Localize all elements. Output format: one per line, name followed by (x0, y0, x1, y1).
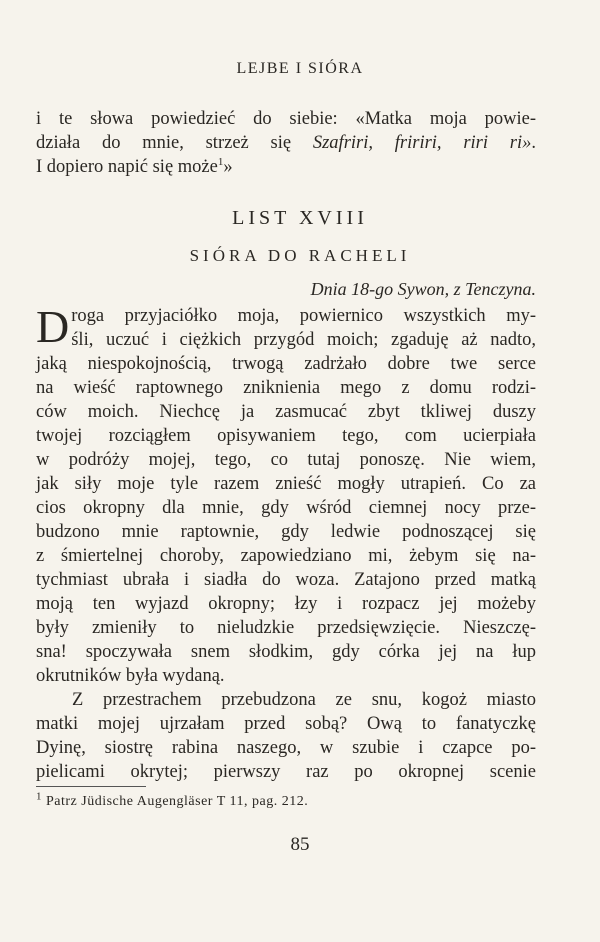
para1-line-4: twojej rozciągłem opisywaniem tego, com ucierpiała (36, 426, 536, 446)
dateline: Dnia 18-go Sywon, z Tenczyna. (310, 279, 536, 299)
para1-line-9: z śmiertelnej choroby, zapowiedziano mi, żebym się na- (36, 546, 536, 566)
para1-line-14: okrutników była wydaną. (36, 666, 225, 686)
drop-cap: D (36, 301, 70, 352)
running-head: LEJBE I SIÓRA (236, 60, 364, 77)
para1-line-8: budzono mnie raptownie, gdy ledwie podnoszącej się (36, 522, 536, 542)
page-number: 85 (290, 834, 310, 855)
para1-line-3: ców moich. Niechcę ja zasmucać zbyt tkliwej duszy (36, 402, 536, 422)
intro-line-3: I dopiero napić się może$^1$» (36, 155, 233, 177)
intro-line-1: i te słowa powiedzieć do siebie: «Matka moja powie- (36, 109, 536, 129)
para2-line-1: Z przestrachem przebudzona ze snu, kogoż miasto (72, 690, 536, 710)
letter-body (36, 301, 536, 784)
intro-line-2: działa do mnie, strzeż się Szafriri, fririri, riri ri». (36, 133, 537, 153)
para1-line-1: roga przyjaciółko moja, powiernico wszystkich my- (71, 306, 536, 326)
para1-line-12: były zmieniły to nieludzkie przedsięwzięcie. Nieszczę- (36, 618, 536, 638)
para1-line-1: jaką niespokojnością, trwogą zadrżało dobre twe serce (36, 354, 536, 374)
footnote-marker: 1 (36, 790, 42, 803)
para1-line-2: na wieść raptownego zniknienia mego z domu rodzi- (36, 378, 536, 398)
para1-line-2: śli, uczuć i ciężkich przygód moich; zgaduję aż nadto, (71, 330, 536, 350)
footnote-reference: 1 (217, 155, 224, 168)
footnote (36, 790, 536, 810)
chapter-subtitle: SIÓRA DO RACHELI (189, 246, 411, 265)
paragraph-2 (36, 688, 536, 784)
para2-line-2: matki mojej ujrzałam przed sobą? Ową to fanatyczkę (36, 714, 536, 734)
para2-line-3: Dyinę, siostrę rabina naszego, w szubie i czapce po- (36, 738, 536, 758)
footnote-rule (36, 786, 146, 787)
intro-italic-phrase: Szafriri, fririri, riri ri» (312, 133, 532, 153)
para1-line-10: tychmiast ubrała i siadła do woza. Zatajono przed matką (36, 570, 536, 590)
para1-line-5: w podróży mojej, tego, co tutaj ponoszę. Nie wiem, (36, 450, 536, 470)
para2-line-4: pielicami okrytej; pierwszy raz po okropnej scenie (36, 762, 536, 782)
para1-line-11: moją ten wyjazd okropny; łzy i rozpacz jej możeby (36, 594, 536, 614)
paragraph-1 (36, 352, 536, 688)
chapter-title: LIST XVIII (232, 207, 368, 229)
intro-paragraph (36, 107, 536, 179)
para1-line-6: jak siły moje tyle razem znieść mogły utrapień. Co za (36, 474, 536, 494)
footnote-text: Patrz Jüdische Augengläser T 11, pag. 212. (46, 794, 309, 809)
para1-line-13: sna! spoczywała snem słodkim, gdy córka jej na łup (36, 642, 536, 662)
para1-line-7: cios okropny dla mnie, gdy wśród ciemnej nocy prze- (36, 498, 536, 518)
